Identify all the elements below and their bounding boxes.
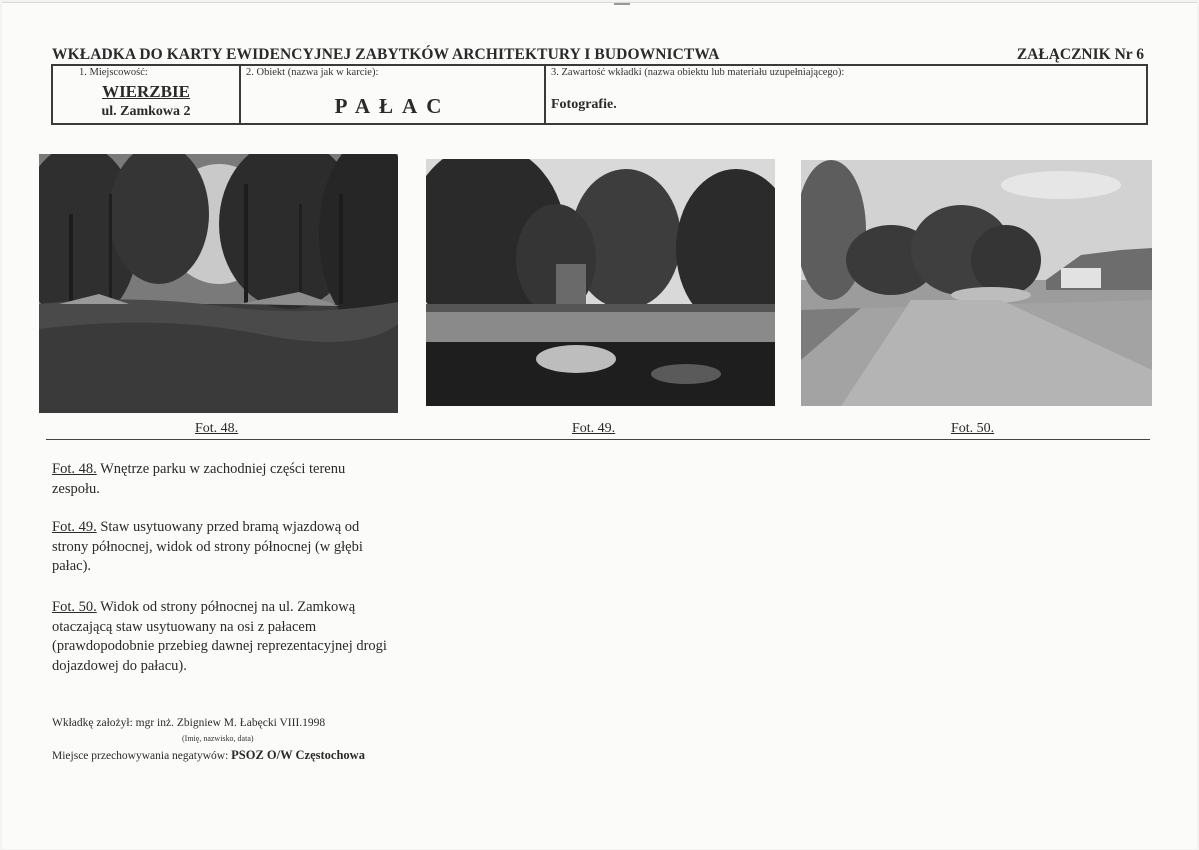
street-address: ul. Zamkowa 2 <box>101 104 191 119</box>
field-contents-label: 3. Zawartość wkładki (nazwa obiektu lub materiału uzupełniającego): <box>551 67 845 78</box>
description-text: Wnętrze parku w zachodniej części terenu zespołu. <box>52 461 346 497</box>
author-value: mgr inż. Zbigniew M. Łabęcki VIII.1998 <box>135 717 326 729</box>
author-note: (Imię, nazwisko, data) <box>182 734 254 743</box>
document-title: WKŁADKA DO KARTY EWIDENCYJNEJ ZABYTKÓW ARCHITEKTURY I BUDOWNICTWA <box>52 46 720 63</box>
field-object <box>241 66 546 123</box>
photo-49 <box>426 159 775 406</box>
contents-value: Fotografie. <box>551 97 617 112</box>
photo-caption-49: Fot. 49. <box>572 421 616 436</box>
field-location-label: 1. Miejscowość: <box>79 67 148 78</box>
field-object-label: 2. Obiekt (nazwa jak w karcie): <box>246 67 379 78</box>
field-contents <box>546 66 1144 123</box>
field-location <box>53 66 241 123</box>
divider <box>46 439 1150 440</box>
place-name: WIERZBIE <box>102 82 190 101</box>
storage-line <box>52 748 365 763</box>
description-ref: Fot. 49. <box>52 519 97 535</box>
document-page <box>2 2 1197 849</box>
description-48 <box>52 460 394 499</box>
description-ref: Fot. 48. <box>52 461 97 477</box>
photo-caption-48: Fot. 48. <box>195 421 239 436</box>
header-form <box>51 64 1148 125</box>
author-label: Wkładkę założył: <box>52 717 133 729</box>
object-name: PAŁAC <box>334 94 451 118</box>
description-50 <box>52 598 394 676</box>
photo-48 <box>39 154 398 413</box>
storage-value: PSOZ O/W Częstochowa <box>231 748 365 762</box>
attachment-number: ZAŁĄCZNIK Nr 6 <box>1016 46 1144 63</box>
description-text: Staw usytuowany przed bramą wjazdową od strony północnej, widok od strony północnej (w głębi pałac). <box>52 519 363 574</box>
photo-50 <box>801 160 1152 406</box>
storage-label: Miejsce przechowywania negatywów: <box>52 750 229 762</box>
description-ref: Fot. 50. <box>52 599 97 615</box>
scan-mark <box>614 3 630 5</box>
photo-caption-50: Fot. 50. <box>951 421 995 436</box>
description-text: Widok od strony północnej na ul. Zamkową otaczającą staw usytuowany na osi z pałacem (prawdopodobnie przebieg dawnej reprezentacyjnej drogi dojazdowej do pałacu). <box>52 599 387 674</box>
author-line <box>52 717 325 729</box>
description-49 <box>52 518 394 577</box>
